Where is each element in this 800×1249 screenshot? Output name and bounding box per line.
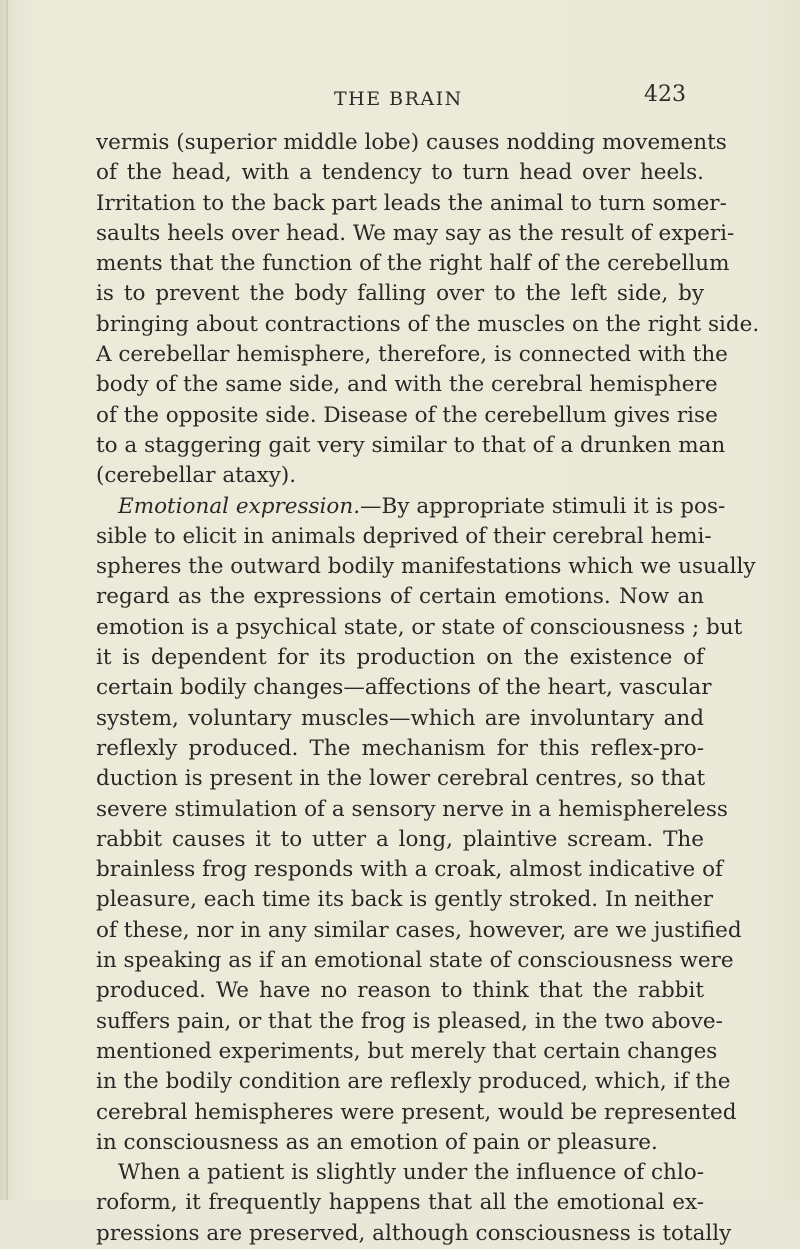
text-line: rabbit causes it to utter a long, plaintive scream. The [96, 826, 704, 852]
running-title: THE BRAIN [334, 88, 463, 110]
text-line: suffers pain, or that the frog is pleased, in the two above- [96, 1008, 723, 1034]
text-line: brainless frog responds with a croak, almost indicative of [96, 857, 723, 883]
text-line: mentioned experiments, but merely that certain changes [96, 1038, 718, 1064]
text-line: to a staggering gait very similar to that of a drunken man [96, 432, 726, 458]
text-line: When a patient is slightly under the influence of chlo- [118, 1160, 704, 1186]
text-line: is to prevent the body falling over to the left side, by [96, 281, 704, 307]
text-line: severe stimulation of a sensory nerve in a hemisphereless [96, 796, 728, 822]
text-line: of these, nor in any similar cases, however, are we justified [96, 917, 742, 943]
text-line: cerebral hemispheres were present, would be represented [96, 1099, 737, 1125]
text-line: bringing about contractions of the muscles on the right side. [96, 311, 760, 337]
text-line: produced. We have no reason to think that the rabbit [96, 978, 704, 1004]
page-number: 423 [644, 82, 686, 107]
text-line: regard as the expressions of certain emotions. Now an [96, 584, 704, 610]
text-line: of the head, with a tendency to turn head over heels. [96, 160, 704, 186]
text-line: emotion is a psychical state, or state of consciousness ; but [96, 614, 743, 640]
text-line: sible to elicit in animals deprived of their cerebral hemi- [96, 523, 712, 549]
text-line: A cerebellar hemisphere, therefore, is connected with the [96, 342, 728, 368]
section-heading: Emotional expression. [118, 493, 361, 519]
text-line: reflexly produced. The mechanism for this reflex-pro- [96, 735, 704, 761]
body-text [96, 128, 760, 1249]
text-line: system, voluntary muscles—which are involuntary and [96, 705, 704, 731]
text-line: pressions are preserved, although consciousness is totally [96, 1220, 732, 1246]
page-gutter [6, 0, 8, 1200]
text-line: ments that the function of the right half of the cerebellum [96, 251, 730, 277]
text-line: Irritation to the back part leads the animal to turn somer- [96, 190, 727, 216]
text-line: in the bodily condition are reflexly produced, which, if the [96, 1069, 731, 1095]
text-line: in speaking as if an emotional state of consciousness were [96, 948, 734, 974]
text-line: spheres the outward bodily manifestations which we usually [96, 554, 756, 580]
text-line: body of the same side, and with the cerebral hemisphere [96, 372, 718, 398]
section-text: —By appropriate stimuli it is pos- [360, 493, 726, 519]
text-line: vermis (superior middle lobe) causes nodding movements [96, 130, 727, 155]
text-line: of the opposite side. Disease of the cerebellum gives rise [96, 402, 718, 428]
text-line: certain bodily changes—affections of the heart, vascular [96, 675, 712, 701]
text-line: duction is present in the lower cerebral centres, so that [96, 766, 706, 792]
text-line: it is dependent for its production on the existence of [96, 645, 704, 671]
text-line: pleasure, each time its back is gently stroked. In neither [96, 887, 714, 913]
text-line: roform, it frequently happens that all the emotional ex- [96, 1190, 704, 1216]
running-head [0, 82, 800, 118]
text-line-section-start [96, 492, 726, 522]
text-line: in consciousness as an emotion of pain or pleasure. [96, 1129, 658, 1155]
text-line: (cerebellar ataxy). [96, 463, 297, 489]
text-line: saults heels over head. We may say as the result of experi- [96, 220, 735, 246]
